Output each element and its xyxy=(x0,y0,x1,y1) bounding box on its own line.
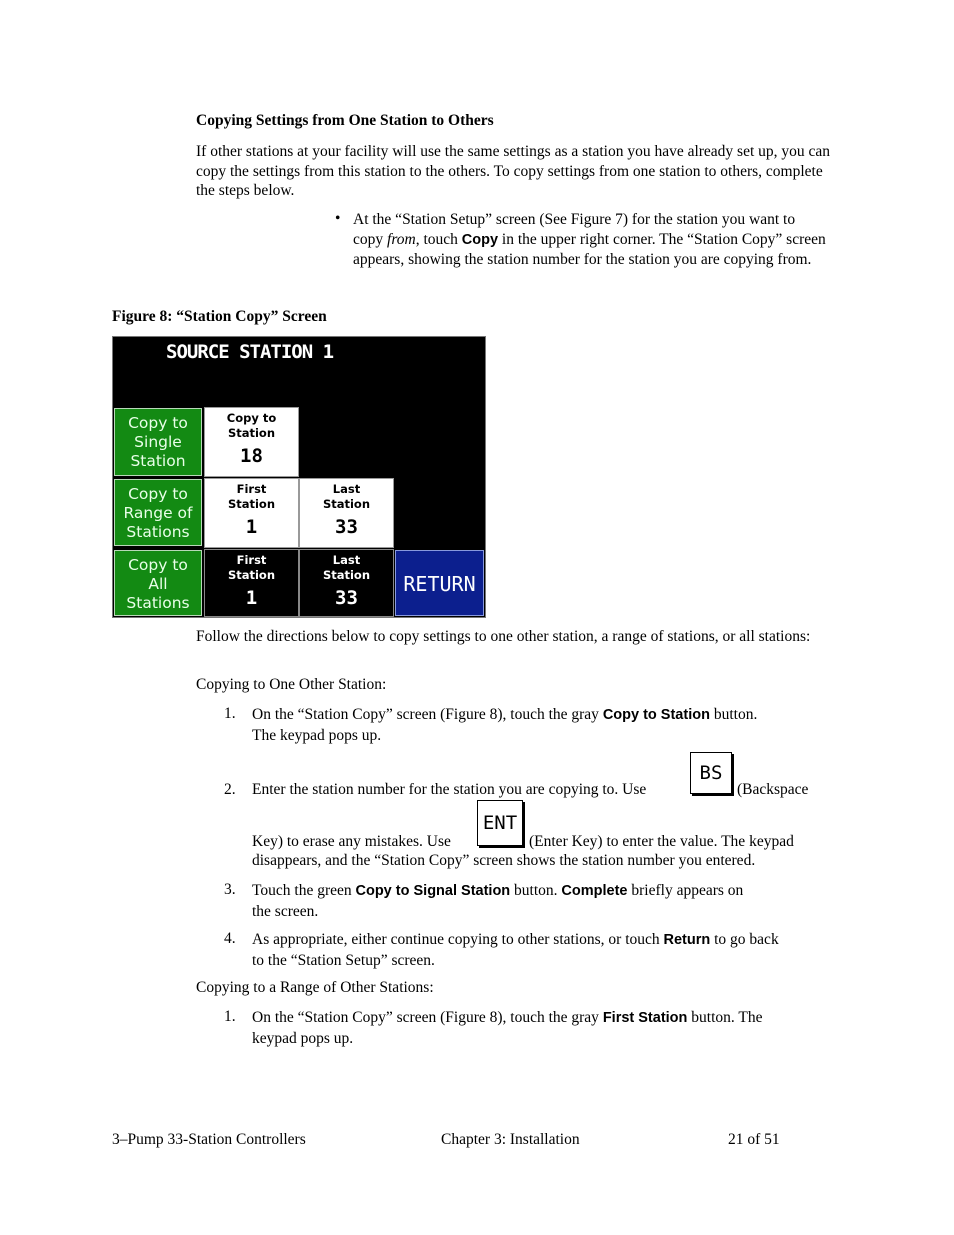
one-step-4: As appropriate, either continue copying to other stations, or touch Return to go back to the “Station Setup” screen. xyxy=(252,931,779,969)
one-step-1: On the “Station Copy” screen (Figure 8), touch the gray Copy to Station button. The keypad pops up. xyxy=(252,706,758,744)
step-number: 3. xyxy=(224,881,236,898)
step-number: 4. xyxy=(224,930,236,947)
one-step-2-line2: Key) to erase any mistakes. Use xyxy=(252,833,451,850)
copy-to-station-value: 18 xyxy=(240,445,263,467)
step-number: 2. xyxy=(224,781,236,798)
footer-center: Chapter 3: Installation xyxy=(441,1131,580,1148)
intro-paragraph: If other stations at your facility will use the same settings as a station you have already set up, you can copy the settings from this station to the others. To copy settings from one station to others, complete the steps below. xyxy=(196,143,831,199)
all-last-station-display: Last Station 33 xyxy=(299,549,394,617)
bullet-marker: • xyxy=(335,210,341,227)
screen-title: SOURCE STATION 1 xyxy=(166,341,334,363)
one-step-2-line1: Enter the station number for the station you are copying to. Use xyxy=(252,781,647,798)
range-first-station-button[interactable]: First Station 1 xyxy=(204,478,299,548)
range-last-station-button[interactable]: Last Station 33 xyxy=(299,478,394,548)
copy-keyword: Copy xyxy=(461,231,499,248)
footer-left: 3–Pump 33-Station Controllers xyxy=(112,1131,306,1148)
copy-to-all-button[interactable]: Copy to All Stations xyxy=(114,550,202,616)
enter-key-icon: ENT xyxy=(477,800,523,846)
section-heading: Copying Settings from One Station to Others xyxy=(196,112,494,129)
range-step-1: On the “Station Copy” screen (Figure 8), touch the gray First Station button. The keypad pops up. xyxy=(252,1009,763,1047)
follow-paragraph: Follow the directions below to copy settings to one other station, a range of stations, or all stations: xyxy=(196,628,811,645)
step-number: 1. xyxy=(224,1008,236,1025)
footer-page-number: 21 of 51 xyxy=(728,1131,780,1148)
figure-caption: Figure 8: “Station Copy” Screen xyxy=(112,308,327,325)
one-step-2-backspace-text: (Backspace xyxy=(737,781,809,798)
copy-to-range-button[interactable]: Copy to Range of Stations xyxy=(114,479,202,546)
backspace-key-icon: BS xyxy=(690,752,732,794)
step-number: 1. xyxy=(224,705,236,722)
copy-to-single-station-button[interactable]: Copy to Single Station xyxy=(114,408,202,476)
station-copy-screen xyxy=(112,336,486,618)
copy-to-station-button[interactable]: Copy to Station 18 xyxy=(204,407,299,477)
all-first-station-display: First Station 1 xyxy=(204,549,299,617)
one-station-heading: Copying to One Other Station: xyxy=(196,676,387,693)
one-step-2-enter-text: (Enter Key) to enter the value. The keypad xyxy=(529,833,794,850)
bullet-paragraph: At the “Station Setup” screen (See Figure 7) for the station you want to copy from, touch Copy in the upper right corner. The “Station Copy” screen appears, showing the station number for the station you are copying from. xyxy=(353,211,826,268)
one-step-3: Touch the green Copy to Signal Station button. Complete briefly appears on the screen. xyxy=(252,882,744,920)
return-button[interactable]: RETURN xyxy=(395,550,484,616)
range-heading: Copying to a Range of Other Stations: xyxy=(196,979,434,996)
one-step-2-line3: disappears, and the “Station Copy” screen shows the station number you entered. xyxy=(252,852,756,869)
